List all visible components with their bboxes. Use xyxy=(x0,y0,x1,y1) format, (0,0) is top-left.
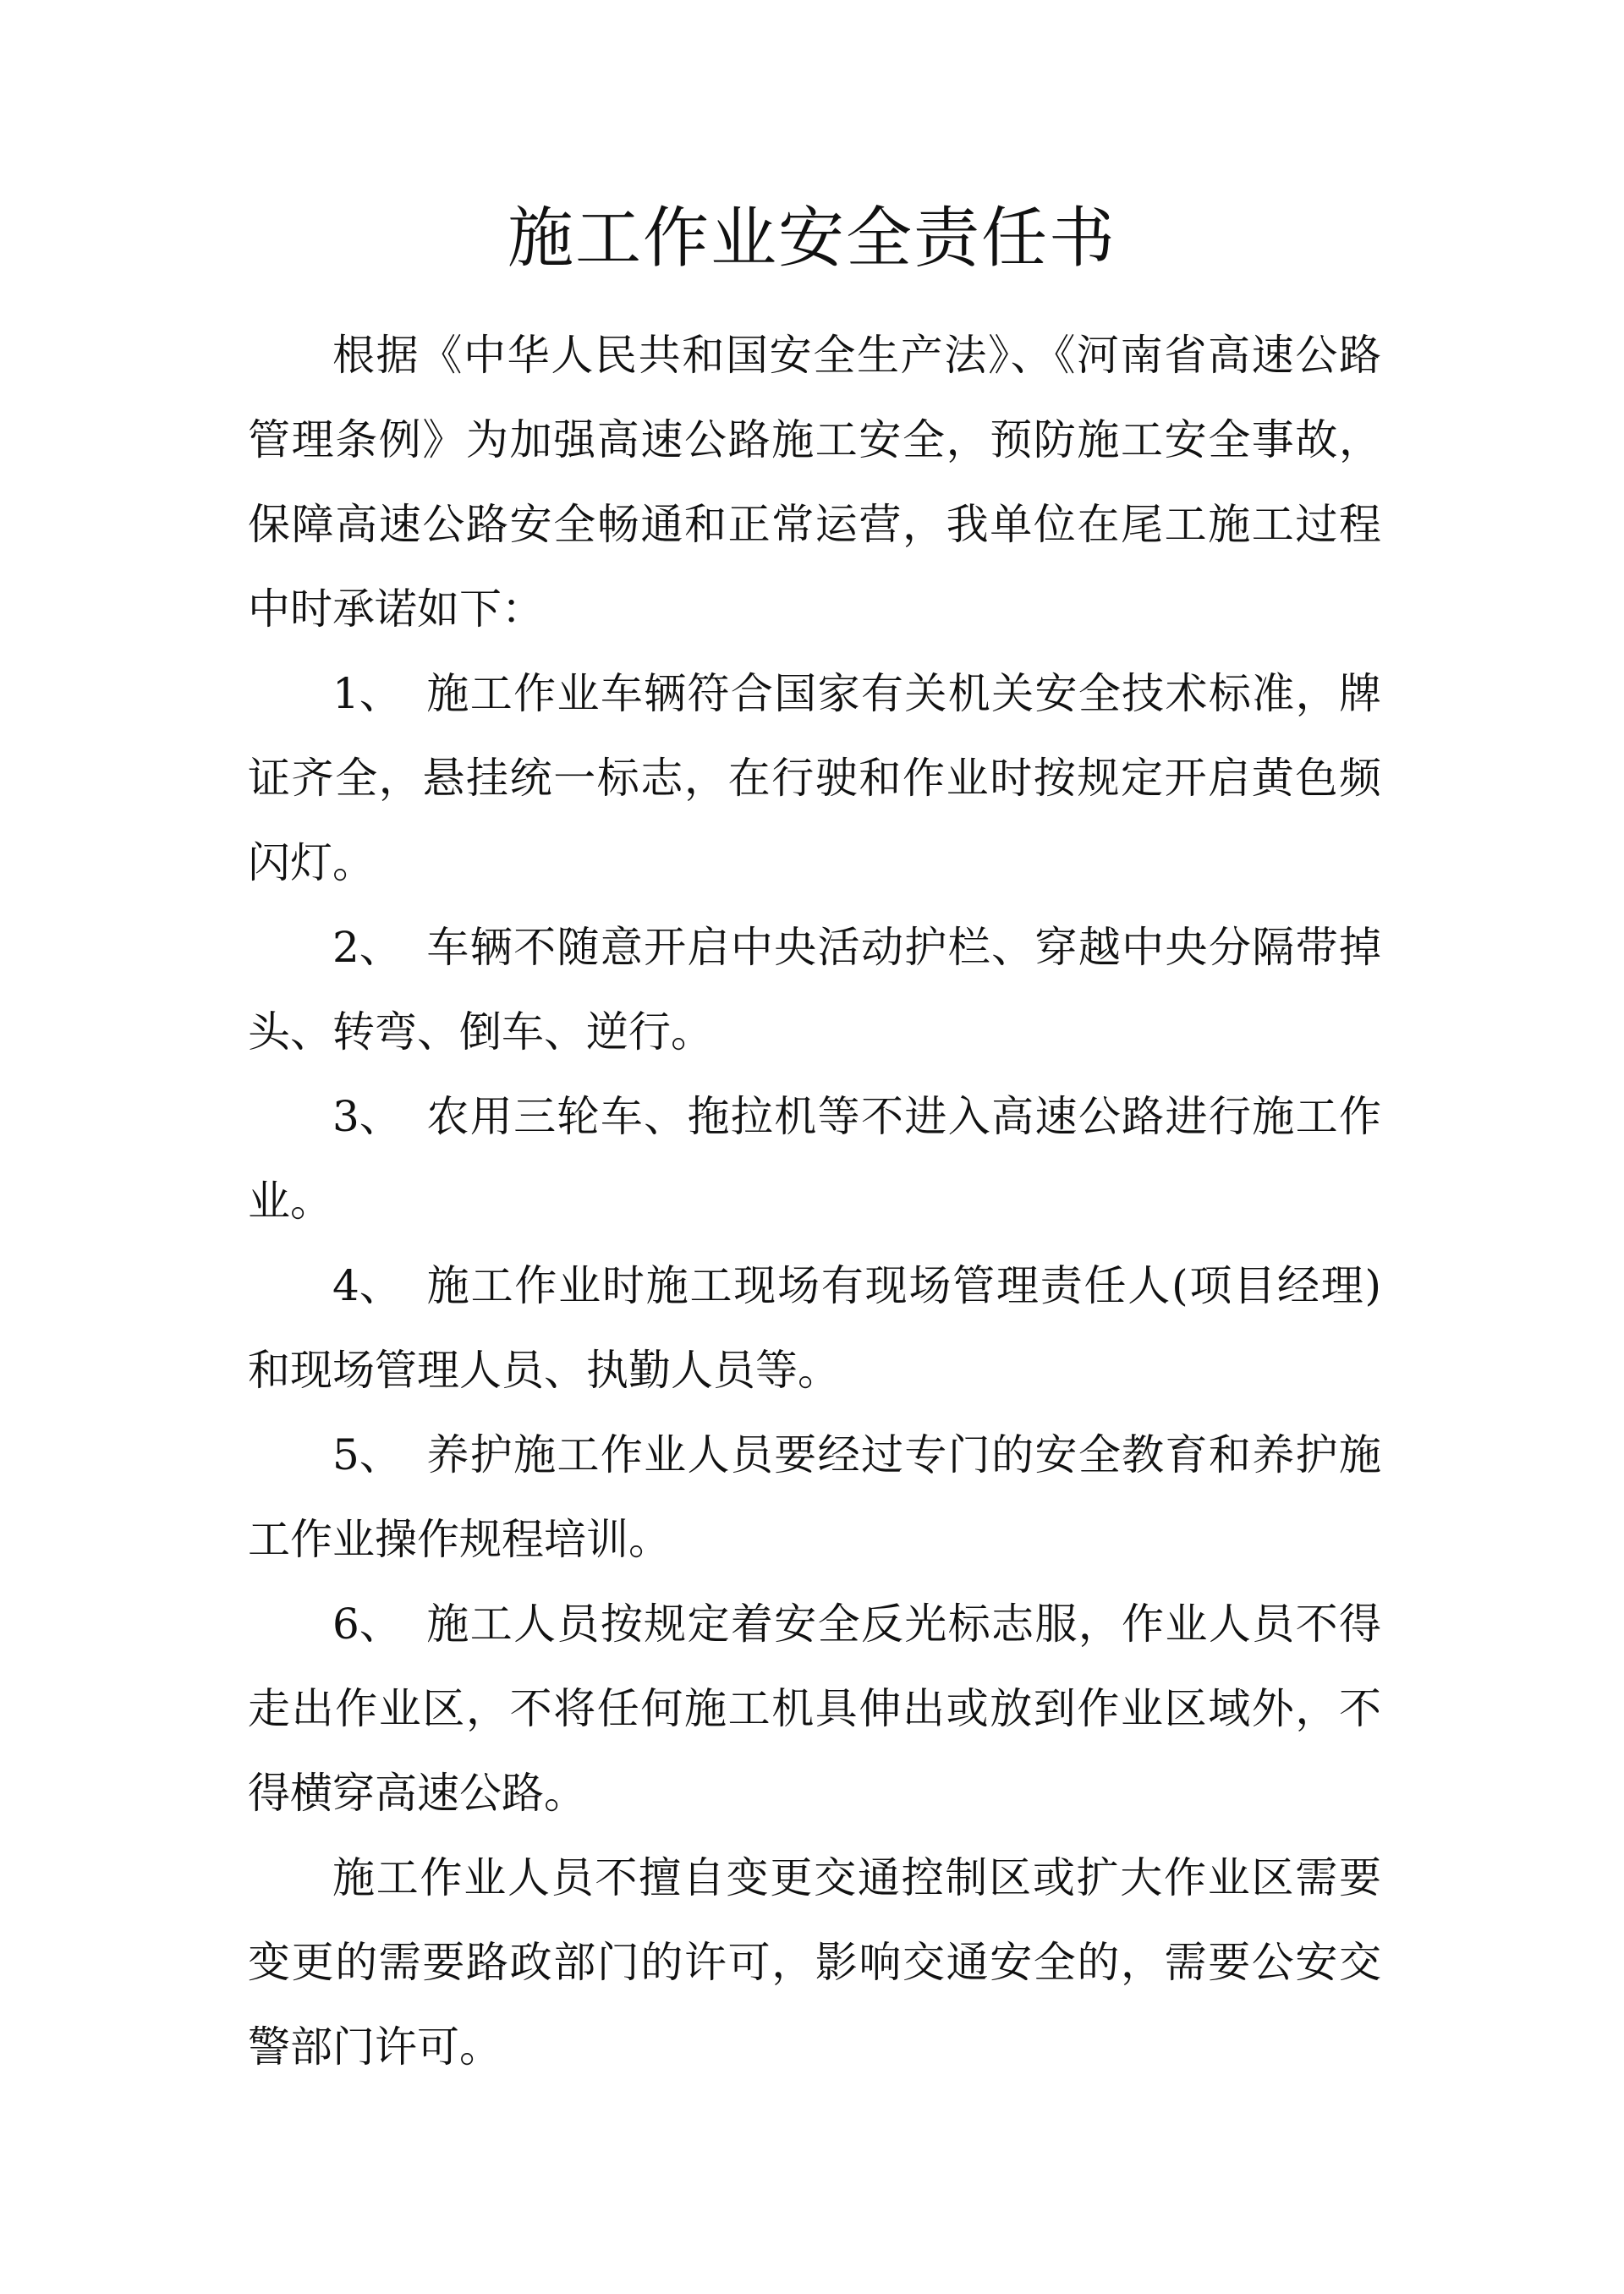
intro-paragraph: 根据《中华人民共和国安全生产法》、《河南省高速公路管理条例》为加强高速公路施工安全，预防施工安全事故，保障高速公路安全畅通和正常运营，我单位在尾工施工过程中时承诺如下： xyxy=(248,331,1381,634)
list-item-1 xyxy=(248,651,1381,905)
item-number: 5、 xyxy=(332,1430,402,1479)
document-body xyxy=(248,313,1381,2089)
item-text: 养护施工作业人员要经过专门的安全教育和养护施工作业操作规程培训。 xyxy=(248,1430,1381,1564)
list-item-3 xyxy=(248,1074,1381,1243)
closing-paragraph: 施工作业人员不擅自变更交通控制区或扩大作业区需要变更的需要路政部门的许可，影响交通安全的，需要公安交警部门许可。 xyxy=(248,1853,1381,2072)
item-number: 2、 xyxy=(332,923,402,972)
item-number: 4、 xyxy=(332,1261,402,1310)
item-text: 施工人员按规定着安全反光标志服，作业人员不得走出作业区，不将任何施工机具伸出或放到作业区域外，不得横穿高速公路。 xyxy=(248,1600,1381,1818)
list-item-2 xyxy=(248,905,1381,1074)
item-number: 3、 xyxy=(332,1092,402,1141)
item-text: 施工作业车辆符合国家有关机关安全技术标准，牌证齐全，悬挂统一标志，在行驶和作业时按规定开启黄色频闪灯。 xyxy=(248,669,1381,887)
document-title: 施工作业安全责任书 xyxy=(507,200,1116,277)
list-item-6 xyxy=(248,1582,1381,1836)
list-item-5 xyxy=(248,1413,1381,1582)
item-number: 1、 xyxy=(332,669,402,718)
list-item-4 xyxy=(248,1243,1381,1413)
item-text: 施工作业时施工现场有现场管理责任人(项目经理)和现场管理人员、执勤人员等。 xyxy=(248,1261,1381,1395)
item-text: 农用三轮车、拖拉机等不进入高速公路进行施工作业。 xyxy=(248,1092,1381,1226)
item-number: 6、 xyxy=(332,1600,402,1649)
item-text: 车辆不随意开启中央活动护栏、穿越中央分隔带掉头、转弯、倒车、逆行。 xyxy=(248,923,1381,1056)
